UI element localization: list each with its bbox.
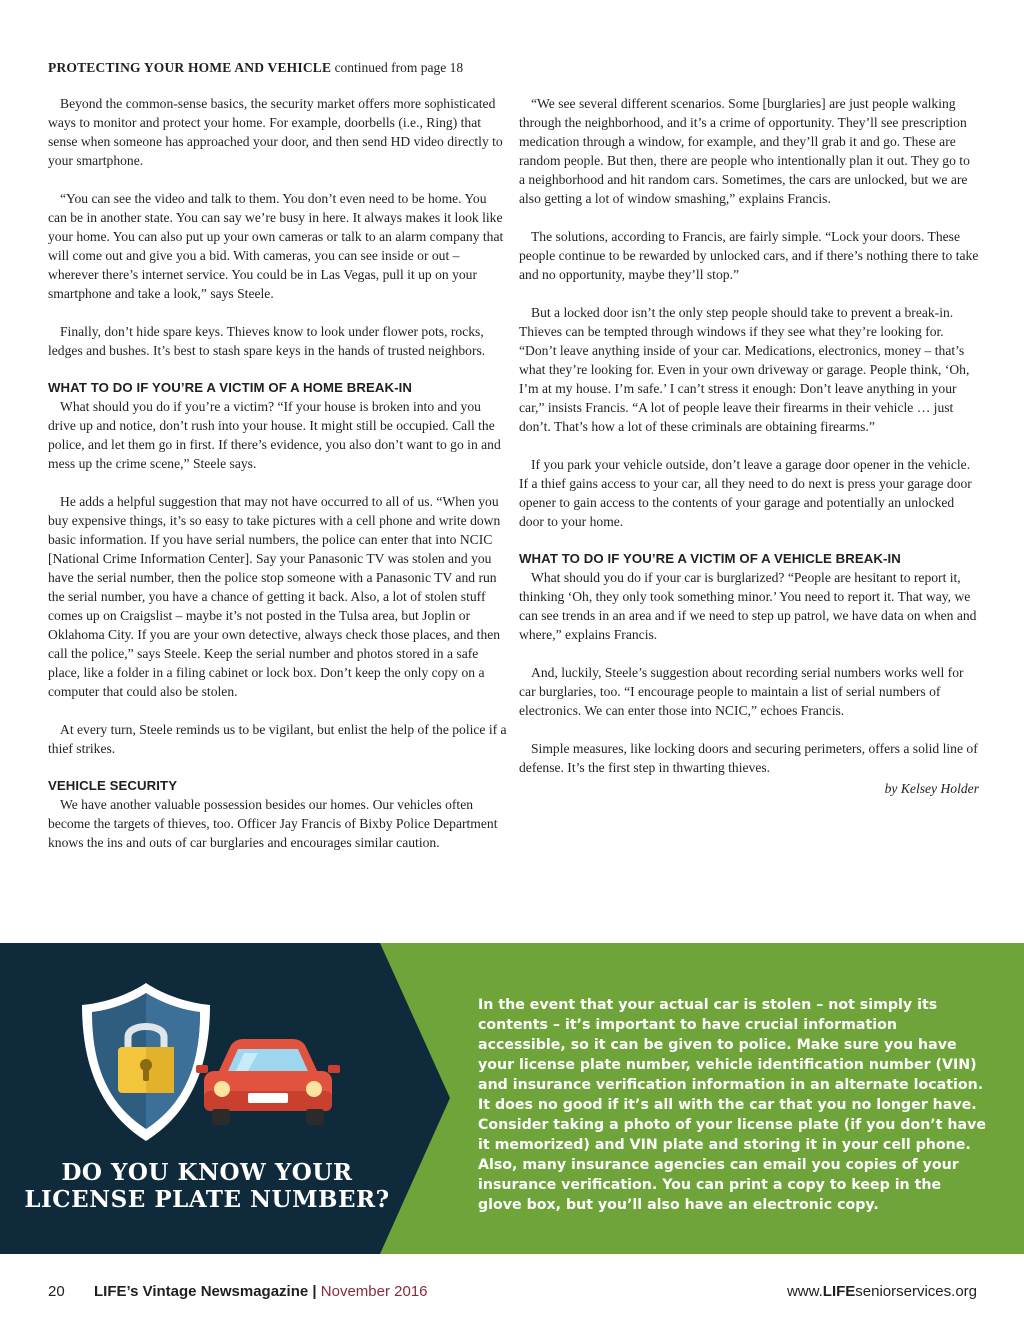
paragraph: We have another valuable possession besides our homes. Our vehicles often become the targets of thieves, too. Officer Jay Francis of Bixby Police Department knows the ins and outs of car burglaries and encourages similar caution. (48, 797, 498, 850)
paragraph: If you park your vehicle outside, don’t leave a garage door opener in the vehicle. If a thief gains access to your car, all they need to do next is press your garage door opener to gain access to the contents of your garage and potentially an unlocked door to your home. (519, 457, 972, 529)
byline: by Kelsey Holder (884, 781, 979, 796)
footer-separator: | (308, 1283, 321, 1300)
website-suffix: seniorservices.org (855, 1283, 977, 1300)
paragraph: The solutions, according to Francis, are fairly simple. “Lock your doors. These people continue to be rewarded by unlocked cars, and if there’s nothing there to take and no opportunity, maybe they’ll stop.” (519, 229, 979, 282)
website-prefix: www. (786, 1283, 823, 1300)
banner-title (22, 1159, 392, 1213)
paragraph: But a locked door isn’t the only step people should take to prevent a break-in. Thieves can be tempted through windows if they see what they’re looking for. “Don’t leave anything inside of your car. Medications, electronics, money – that’s what they’re looking for. Even in your own driveway or garage. People think, ‘Oh, I’m at my house. I’m safe.’ I can’t stress it enough: Don’t leave anything in your car,” insists Francis. “A lot of people leave their firearms in their vehicle … just don’t. That’s how a lot of these criminals are obtaining firearms.” (519, 305, 970, 434)
paragraph: At every turn, Steele reminds us to be vigilant, but enlist the help of the police if a thief strikes. (48, 722, 507, 756)
issue-date: November 2016 (320, 1283, 428, 1300)
right-column (519, 94, 979, 817)
publication-name: LIFE’s Vintage Newsmagazine (94, 1283, 309, 1300)
banner-title-line: LICENSE PLATE NUMBER? (24, 1186, 390, 1213)
paragraph: Finally, don’t hide spare keys. Thieves know to look under flower pots, rocks, ledges and bushes. It’s best to stash spare keys in the hands of trusted neighbors. (48, 324, 486, 358)
paragraph: Beyond the common-sense basics, the security market offers more sophisticated ways to monitor and protect your home. For example, doorbells (i.e., Ring) that sense when someone has approached your door, and then send HD video directly to your smartphone. (48, 96, 503, 168)
article-title: PROTECTING YOUR HOME AND VEHICLE (48, 60, 332, 75)
paragraph: Simple measures, like locking doors and securing perimeters, offers a solid line of defense. It’s the first step in thwarting thieves. (519, 741, 978, 775)
banner-title-line: DO YOU KNOW YOUR (61, 1159, 353, 1186)
section-heading: WHAT TO DO IF YOU’RE A VICTIM OF A VEHICLE BREAK-IN (519, 551, 901, 566)
paragraph: What should you do if your car is burglarized? “People are hesitant to report it, thinking ‘Oh, they only took something minor.’ You need to report it. That way, we can see trends in an area and if we need to step up patrol, we have data on when and where,” explains Francis. (519, 570, 977, 642)
section-heading: WHAT TO DO IF YOU’RE A VICTIM OF A HOME BREAK-IN (48, 380, 413, 395)
paragraph: What should you do if you’re a victim? “If your house is broken into and you drive up and notice, don’t rush into your house. It might still be occupied. Call the police, and let them go in first. If there’s evidence, you also don’t want to go in and mess up the crime scene,” Steele says. (48, 399, 501, 471)
section-heading: VEHICLE SECURITY (48, 778, 178, 793)
car-icon (196, 1039, 340, 1125)
paragraph: “We see several different scenarios. Some [burglaries] are just people walking through the neighborhood, and it’s a crime of opportunity. They’ll see prescription medication through a window, for example, and they’ll grab it and go. These are random people. But then, there are people who intentionally plan it out. They go to a neighborhood and hit random cars. Sometimes, the cars are unlocked, but we are also getting a lot of window smashing,” explains Francis. (519, 96, 970, 206)
paragraph: “You can see the video and talk to them. You don’t even need to be home. You can be in another state. You can say we’re busy in here. It always makes it look like your home. You can also put up your own cameras or talk to an alarm company that will come out and give you a bid. With cameras, you can see inside or out – wherever there’s internet service. You could be in Las Vegas, pull it up on your smartphone and take a look,” says Steele. (48, 191, 504, 301)
paragraph: He adds a helpful suggestion that may not have occurred to all of us. “When you buy expensive things, it’s so easy to take pictures with a cell phone and write down basic information. If you have serial numbers, the police can enter that into NCIC [National Crime Information Center]. Say your Panasonic TV was stolen and you have the serial number, then the police stop someone with a Panasonic TV and run the serial number, you have a chance of getting it back. Also, a lot of stolen stuff comes up on Craigslist – maybe it’s not posted in the Tulsa area, but Joplin or Oklahoma City. If you are your own detective, always check those places, and then call the police,” says Steele. Keep the serial number and photos stored in a safe place, like a folder in a filing cabinet or lock box. Don’t keep the only copy on a computer that could also be stolen. (48, 494, 501, 699)
website-link[interactable] (787, 1283, 977, 1300)
article-header (48, 60, 463, 76)
left-column (48, 94, 508, 871)
license-plate-banner (0, 943, 1024, 1254)
website-brand: LIFE (822, 1283, 856, 1300)
security-illustration (78, 981, 368, 1151)
paragraph: And, luckily, Steele’s suggestion about recording serial numbers works well for car burglaries, too. “I encourage people to maintain a list of serial numbers of electronics. We can enter those into NCIC,” echoes Francis. (519, 665, 964, 718)
continued-note: continued from page 18 (331, 60, 464, 75)
banner-body: In the event that your actual car is stolen – not simply its contents – it’s important to have crucial information accessible, so it can be given to police. Make sure you have your license plate number, vehicle identification number (VIN) and insurance verification information in an alternate location. It does no good if it’s all with the car that you no longer have. Consider taking a photo of your license plate (if you don’t have it memorized) and VIN plate and storing it in your cell phone. Also, many insurance agencies can email you copies of your insurance verification. You can print a copy to keep in the glove box, but you’ll also have an electronic copy. (478, 997, 986, 1213)
publication-info (94, 1283, 428, 1300)
page-number: 20 (48, 1283, 65, 1300)
